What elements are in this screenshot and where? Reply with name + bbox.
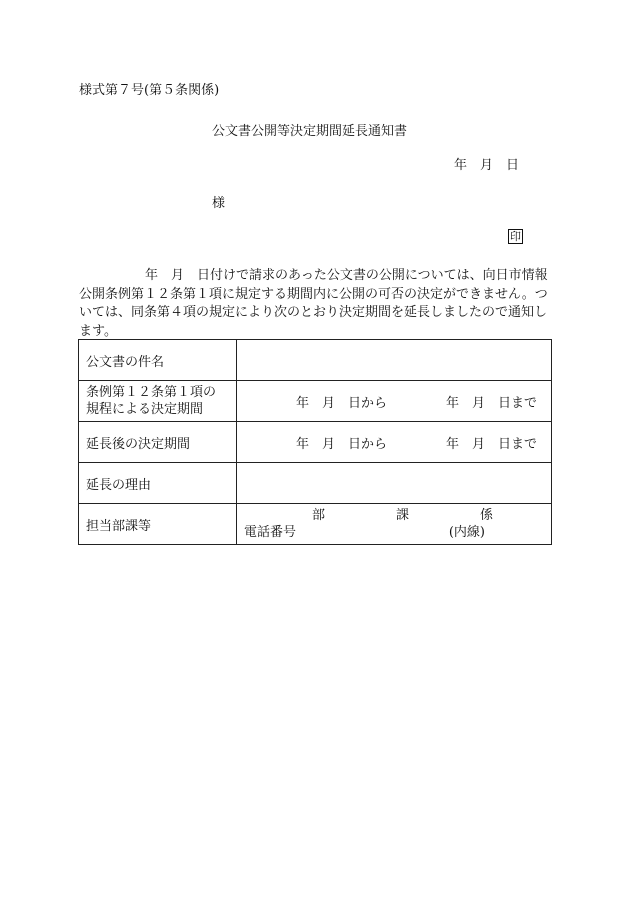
- section-label: 課: [395, 508, 409, 523]
- reason-field: [237, 463, 552, 504]
- table-row: [79, 422, 552, 463]
- department-field: [237, 504, 552, 545]
- document-subject-field: [237, 340, 552, 381]
- phone-label: 電話番号: [244, 525, 297, 540]
- period-from: 年 月 日から: [296, 395, 388, 411]
- extension-label: (内線): [448, 525, 485, 540]
- row-label-document-subject: 公文書の件名: [79, 340, 237, 381]
- unit-label: 係: [479, 508, 493, 523]
- period-to: 年 月 日まで: [445, 436, 537, 452]
- table-row: [79, 381, 552, 422]
- row-label-reason: 延長の理由: [79, 463, 237, 504]
- table-row: [79, 340, 552, 381]
- dept-label: 部: [312, 508, 326, 523]
- row-label-department: 担当部課等: [79, 504, 237, 545]
- row-label-extended-period: 延長後の決定期間: [79, 422, 237, 463]
- body-paragraph: [79, 267, 551, 341]
- row-label-original-period: [79, 381, 237, 422]
- date-line: 年 月 日: [454, 158, 520, 173]
- original-period-field: [237, 381, 552, 422]
- seal-mark: 印: [510, 230, 521, 243]
- period-to: 年 月 日まで: [445, 395, 537, 411]
- addressee-line: 様: [212, 196, 226, 211]
- table-row: [79, 504, 552, 545]
- info-table: [78, 339, 552, 545]
- form-number: 様式第７号(第５条関係): [79, 83, 220, 98]
- period-from: 年 月 日から: [296, 436, 388, 452]
- row-label-line1: 条例第１２条第１項の: [86, 385, 217, 400]
- row-label-line2: 規程による決定期間: [86, 402, 204, 417]
- body-text: 年 月 日付けで請求のあった公文書の公開については、向日市情報公開条例第１２条第１項に規定する期間内に公開の可否の決定ができません。ついては、同条第４項の規定により次のとおり決定期間を延長しましたので通知します。: [79, 268, 548, 339]
- document-title: 公文書公開等決定期間延長通知書: [212, 124, 408, 139]
- extended-period-field: [237, 422, 552, 463]
- table-row: [79, 463, 552, 504]
